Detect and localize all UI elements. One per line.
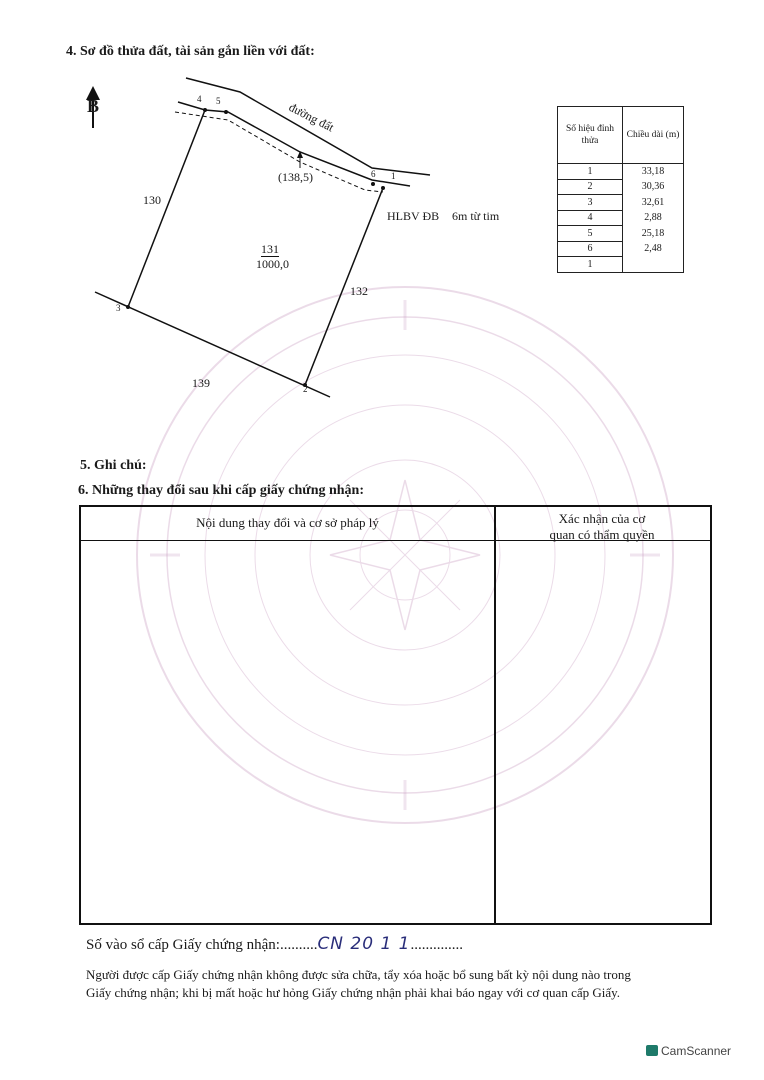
- vertex-label-4: 4: [197, 94, 202, 104]
- register-dots-after: ..............: [410, 937, 463, 953]
- parcel-edge-4-3: [128, 110, 205, 307]
- changes-table: [79, 505, 712, 925]
- parcel-area: 1000,0: [256, 257, 289, 271]
- notice-line-1: Người được cấp Giấy chứng nhận không được sửa chữa, tẩy xóa hoặc bổ sung bất kỳ nội dung nào trong: [86, 967, 631, 982]
- camscanner-logo-icon: [646, 1045, 658, 1056]
- register-label: Số vào sổ cấp Giấy chứng nhận:: [86, 937, 280, 953]
- vertex-label-2: 2: [303, 384, 308, 394]
- parcel-bottom-line: [95, 292, 330, 397]
- vertex-label-3: 3: [116, 303, 121, 313]
- vertex-dot-6: [371, 182, 375, 186]
- col-header-change-content: Nội dung thay đổi và cơ sở pháp lý: [196, 515, 379, 530]
- vertex-dot-5: [224, 110, 228, 114]
- vertex-dot-3: [126, 305, 130, 309]
- register-line: [86, 934, 463, 954]
- table-row: 3 32,61: [558, 195, 684, 211]
- col-header-length: Chiều dài (m): [623, 107, 684, 164]
- notice-line-2: Giấy chứng nhận; khi bị mất hoặc hư hỏng Giấy chứng nhận phải khai báo ngay với cơ quan cấp Giấy.: [86, 985, 621, 1000]
- road-width-label: (138,5): [278, 170, 313, 184]
- col-header-vertex: Số hiệu đỉnh thửa: [558, 107, 623, 164]
- table-row: 6 2,48: [558, 241, 684, 257]
- setback-label: 6m từ tim: [452, 209, 500, 223]
- parcel-edge-1-2: [305, 188, 383, 385]
- vertex-length-table: [557, 106, 684, 273]
- table-row: 1: [558, 257, 684, 273]
- vertex-dot-1: [381, 186, 385, 190]
- section6-title: 6. Những thay đổi sau khi cấp giấy chứng nhận:: [78, 483, 365, 498]
- road-upper-line: [186, 78, 430, 175]
- vertex-label-5: 5: [216, 96, 221, 106]
- section5-title: 5. Ghi chú:: [80, 458, 147, 473]
- vertex-label-1: 1: [391, 171, 396, 181]
- north-label: B: [87, 96, 100, 116]
- table-row: 1 33,18: [558, 164, 684, 180]
- table-row: 4 2,88: [558, 210, 684, 226]
- parcel-number: 131: [261, 242, 279, 256]
- road-label: đường đất: [286, 100, 337, 135]
- table-row: 5 25,18: [558, 226, 684, 242]
- register-handwritten-value: CN 20 1 1: [317, 934, 411, 954]
- table-column-divider: [494, 507, 496, 923]
- neighbor-parcel-left: 130: [143, 193, 161, 207]
- neighbor-parcel-bottom: 139: [192, 376, 210, 390]
- register-dots: ..........: [279, 937, 318, 953]
- vertex-dot-4: [203, 108, 207, 112]
- col-header-authority-confirmation: Xác nhận của cơ quan có thẩm quyền: [549, 511, 655, 542]
- vertex-label-6: 6: [371, 169, 376, 179]
- section4-title: 4. Sơ đồ thửa đất, tài sản gắn liền với đất:: [66, 44, 315, 59]
- neighbor-parcel-right: 132: [350, 284, 368, 298]
- camscanner-watermark: CamScanner: [646, 1044, 731, 1058]
- hlbv-label: HLBV ĐB: [387, 209, 440, 223]
- table-row: 2 30,36: [558, 179, 684, 195]
